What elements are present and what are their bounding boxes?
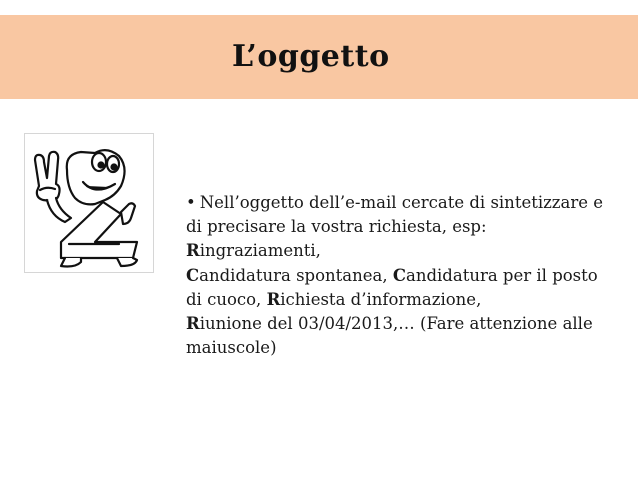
bold-letter-5: R: [186, 314, 200, 334]
text-segment-4: andidatura per il posto di cuoco,: [186, 265, 598, 309]
slide-title: L’oggetto: [232, 39, 390, 74]
bullet-marker: •: [186, 193, 196, 212]
bold-letter-4: R: [266, 289, 281, 309]
text-segment-5: ichiesta d’informazione,: [280, 289, 482, 309]
cartoon-letter-z-victory-icon: [24, 133, 154, 273]
bold-letter-1: R: [186, 241, 200, 261]
bold-letter-2: C: [186, 265, 200, 285]
text-segment-2: ingraziamenti,: [199, 241, 321, 261]
title-band: [0, 15, 638, 99]
text-segment-6: iunione del 03/04/2013,… (Fare attenzione alle maiuscole): [186, 314, 593, 358]
bullet-text: [186, 191, 616, 360]
text-segment-1: Nell’oggetto dell’e-mail cercate di sintetizzare e di precisare la vostra richiesta, esp:: [186, 193, 604, 237]
text-segment-3: andidatura spontanea,: [199, 265, 393, 285]
bullet-item: [186, 191, 616, 360]
bold-letter-3: C: [392, 265, 406, 285]
clipart-drawing: [25, 134, 153, 272]
